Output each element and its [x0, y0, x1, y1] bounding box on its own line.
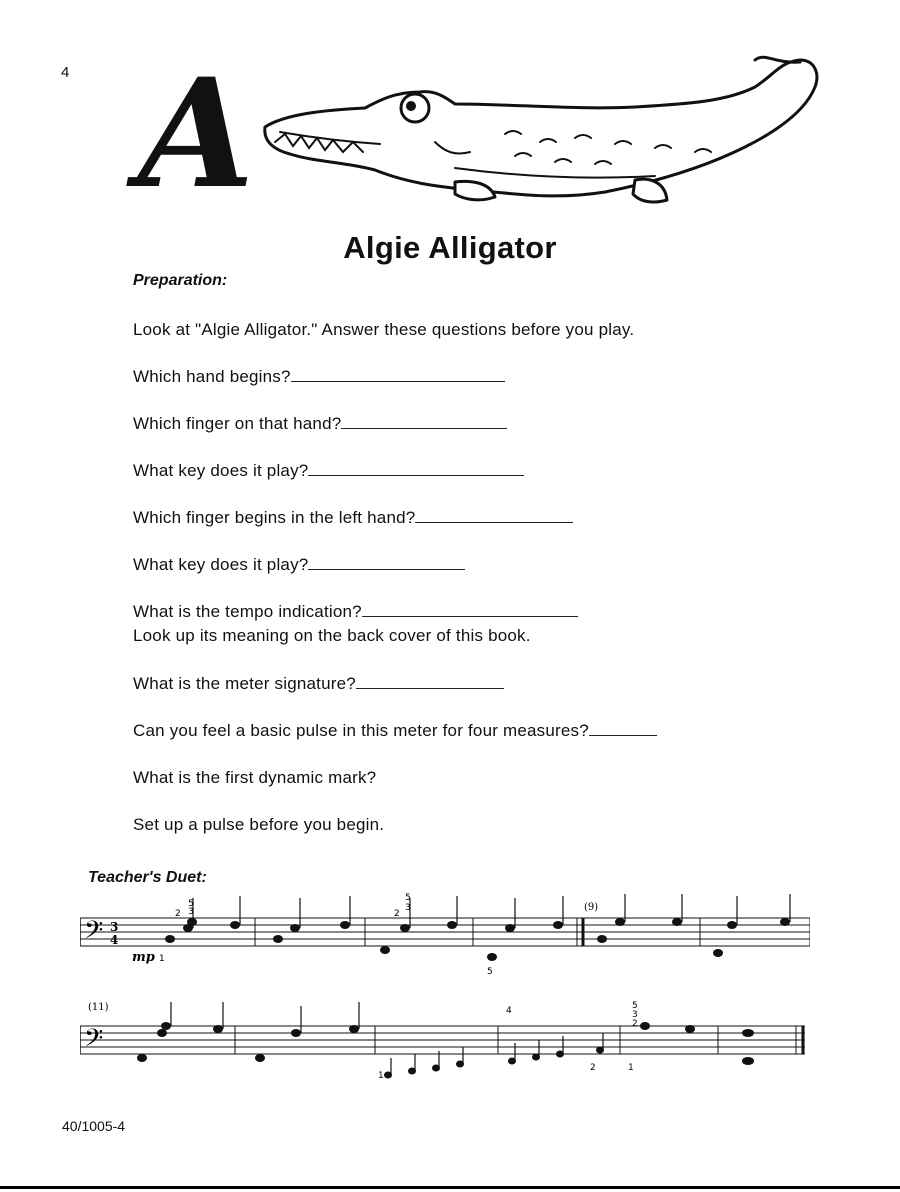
dynamic-mark: mp — [132, 950, 155, 965]
question-text: What is the meter signature? — [133, 674, 356, 693]
measure-number: (11) — [88, 1002, 109, 1013]
answer-blank[interactable] — [362, 602, 578, 617]
fingering: 5 — [632, 1001, 638, 1011]
preparation-label: Preparation: — [133, 272, 228, 289]
question-item — [133, 367, 505, 387]
answer-blank[interactable] — [308, 461, 524, 476]
question-item — [133, 602, 578, 622]
fingering: 3 — [632, 1010, 638, 1020]
staff-lines — [80, 1026, 805, 1054]
teachers-duet-label: Teacher's Duet: — [88, 869, 207, 886]
fingering: 3 — [405, 903, 411, 913]
meter-signature — [110, 920, 118, 947]
question-note: Look up its meaning on the back cover of this book. — [133, 626, 531, 645]
note-stems — [171, 1002, 603, 1075]
question-text: What is the first dynamic mark? — [133, 768, 377, 787]
bass-clef-icon: 𝄢 — [84, 916, 104, 951]
question-text: What key does it play? — [133, 461, 309, 480]
svg-text:3: 3 — [110, 920, 119, 934]
answer-blank[interactable] — [341, 414, 507, 429]
fingering: 2 — [394, 909, 400, 919]
fingering: 4 — [506, 1006, 512, 1016]
music-staff-system-1 — [80, 888, 810, 983]
question-item — [133, 461, 524, 481]
question-text: What is the tempo indication? — [133, 602, 362, 621]
big-letter-heading: A — [138, 46, 251, 222]
svg-text:4: 4 — [110, 933, 119, 947]
question-text: Which finger begins in the left hand? — [133, 508, 416, 527]
question-text: What key does it play? — [133, 555, 309, 574]
fingering: 5 — [188, 899, 194, 909]
question-item — [133, 508, 573, 528]
answer-blank[interactable] — [415, 508, 573, 523]
fingering: 3 — [188, 907, 194, 917]
question-text: Which finger on that hand? — [133, 414, 342, 433]
fingering: 2 — [632, 1019, 638, 1029]
bass-clef-icon: 𝄢 — [84, 1024, 104, 1059]
page-title: Algie Alligator — [343, 230, 557, 265]
answer-blank[interactable] — [291, 367, 505, 382]
intro-text: Look at "Algie Alligator." Answer these questions before you play. — [133, 320, 635, 339]
page-bottom-rule — [0, 1186, 900, 1189]
question-item — [133, 414, 507, 434]
answer-blank[interactable] — [589, 721, 657, 736]
fingering: 1 — [159, 954, 165, 964]
fingering: 5 — [487, 967, 493, 977]
footer-code: 40/1005-4 — [62, 1118, 126, 1134]
question-item — [133, 674, 504, 694]
question-text: Which hand begins? — [133, 367, 291, 386]
answer-blank[interactable] — [308, 555, 465, 570]
note-heads — [137, 1022, 754, 1079]
fingering: 5 — [405, 893, 411, 903]
page-number: 4 — [61, 64, 70, 81]
fingering: 1 — [628, 1063, 634, 1073]
fingering: 1 — [378, 1071, 384, 1081]
measure-number: (9) — [584, 902, 599, 913]
music-staff-system-2 — [80, 998, 810, 1088]
fingering: 2 — [175, 909, 181, 919]
fingering: 2 — [590, 1063, 596, 1073]
alligator-illustration — [255, 52, 830, 217]
question-item — [133, 555, 465, 575]
question-item — [133, 721, 657, 741]
question-text: Can you feel a basic pulse in this meter for four measures? — [133, 721, 589, 740]
answer-blank[interactable] — [356, 674, 504, 689]
question-text: Set up a pulse before you begin. — [133, 815, 385, 834]
